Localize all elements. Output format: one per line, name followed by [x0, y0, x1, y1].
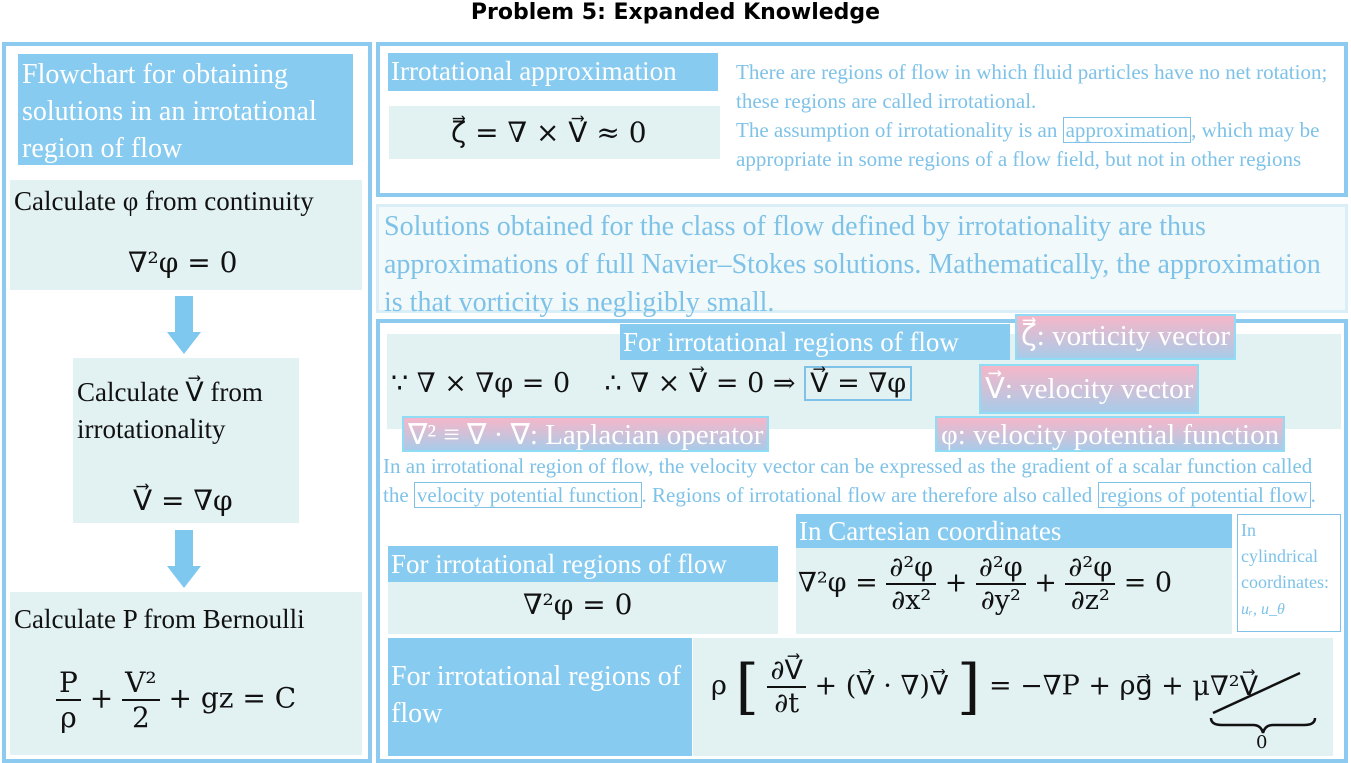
cylindrical-note-box [1237, 514, 1341, 632]
step-irrotationality-equation: V⃗ = ∇φ [133, 484, 233, 517]
denominator: ρ [60, 701, 77, 734]
irrotational-description [736, 58, 1342, 194]
fraction-p-rho [56, 666, 81, 734]
potential-flow-text-1: In an irrotational region of flow, the velocity vector can be expressed as the gradient of a scalar function called the [383, 454, 1313, 507]
arrow-down-1 [167, 296, 201, 356]
irrotational-regions-header-3: For irrotational regions of flow [388, 638, 692, 756]
potential-flow-text-2: . Regions of irrotational flow are therefore also called [641, 483, 1093, 507]
approximation-text-after: , which may be appropriate in some regions of a flow field, but not in other regions [736, 118, 1320, 171]
potential-flow-description [383, 452, 1338, 510]
arrow-shaft [175, 530, 193, 568]
flowchart-header: Flowchart for obtaining solutions in an irrotational region of flow [18, 54, 353, 165]
second-derivative-x [886, 552, 936, 616]
numerator: P [56, 666, 81, 701]
laplacian-operator-label: ∇² ≡ ∇ · ∇: Laplacian operator [402, 416, 769, 452]
denominator: ∂y² [980, 585, 1021, 616]
cylindrical-variables: uᵣ, u_θ [1241, 601, 1285, 618]
arrow-shaft [175, 296, 193, 334]
convective-term: + (V⃗ · ∇)V⃗ [814, 670, 949, 702]
irrotational-approximation-header: Irrotational approximation [388, 53, 718, 91]
plus-sign: + [89, 681, 114, 715]
second-derivative-y [976, 552, 1026, 616]
cartesian-header: In Cartesian coordinates [796, 514, 1232, 548]
navier-stokes-rhs: = −∇P + ρg⃗ + [988, 670, 1184, 702]
vorticity-equation-box [389, 106, 720, 159]
cartesian-rhs: = 0 [1123, 567, 1173, 599]
step-continuity-equation: ∇²φ = 0 [128, 246, 238, 279]
step-bernoulli [10, 592, 362, 755]
velocity-potential-term: velocity potential function [414, 482, 642, 508]
velocity-vector-label: V⃗: velocity vector [979, 364, 1199, 414]
numerator: ∂²φ [976, 552, 1026, 585]
approximation-term: approximation [1063, 117, 1191, 143]
derivation-equation [391, 368, 912, 399]
numerator: ∂V⃗ [767, 655, 805, 688]
denominator: ∂z² [1070, 585, 1110, 616]
second-derivative-z [1065, 552, 1115, 616]
derivation-chain: ∵ ∇ × ∇φ = 0 ∴ ∇ × V⃗ = 0 ⇒ [391, 368, 796, 399]
denominator: 2 [131, 701, 150, 734]
cylindrical-note: In cylindrical coordinates: [1241, 520, 1329, 592]
irrotational-regions-header-2: For irrotational regions of flow [388, 546, 778, 582]
arrow-head [167, 566, 201, 588]
plus-sign: + [1034, 567, 1057, 599]
bracket-right: ] [956, 652, 981, 722]
numerator: ∂²φ [886, 552, 936, 585]
gradient-relation-box: V⃗ = ∇φ [804, 366, 912, 401]
denominator: ∂x² [891, 585, 932, 616]
cartesian-lhs: ∇²φ = [798, 567, 878, 599]
viscous-term-zero: 0 [1256, 732, 1268, 753]
irrotational-regions-header-1: For irrotational regions of flow [620, 324, 1010, 360]
density-symbol: ρ [711, 670, 727, 702]
navier-stokes-equation-box [693, 638, 1333, 756]
step-bernoulli-label: Calculate P from Bernoulli [14, 604, 305, 634]
numerator: ∂²φ [1065, 552, 1115, 585]
laplace-equation: ∇²φ = 0 [523, 588, 633, 621]
velocity-potential-label: φ: velocity potential function [935, 416, 1285, 452]
page-title: Problem 5: Expanded Knowledge [470, 0, 881, 25]
vorticity-equation: ζ⃗ = ∇ × V⃗ ≈ 0 [451, 116, 647, 149]
arrow-head [167, 332, 201, 354]
irrotational-definition: There are regions of flow in which fluid particles have no net rotation; these regions are called irrotational. [736, 60, 1328, 113]
potential-flow-text-3: . [1310, 483, 1316, 507]
step-irrotationality [73, 358, 299, 523]
step-continuity [10, 180, 362, 290]
step-continuity-label: Calculate φ from continuity [14, 186, 314, 216]
numerator: V² [122, 666, 159, 701]
bracket-left: [ [735, 652, 759, 722]
bernoulli-equation [56, 666, 296, 734]
viscous-term-strike [1208, 668, 1308, 718]
viscous-term: μ∇²V⃗ [1192, 670, 1259, 702]
time-derivative [767, 655, 805, 719]
bernoulli-rest: + gz = C [168, 681, 297, 715]
navier-stokes-note-text: Solutions obtained for the class of flow defined by irrotationality are thus approximations of full Navier–Stokes solutions. Mathematically, the approximation is that vorticity is negligibly small. [384, 211, 1321, 318]
arrow-down-2 [167, 530, 201, 590]
step-irrotationality-label: Calculate V⃗ from irrotationality [77, 377, 263, 444]
vorticity-vector-label: ζ⃗: vorticity vector [1015, 314, 1236, 360]
cartesian-laplace-equation [798, 552, 1172, 616]
navier-stokes-equation [711, 652, 1258, 722]
plus-sign: + [944, 567, 968, 599]
underbrace-path [1211, 718, 1315, 733]
fraction-v2-2 [122, 666, 159, 734]
approximation-text-before: The assumption of irrotationality is an [736, 118, 1058, 142]
potential-flow-term: regions of potential flow [1098, 482, 1311, 508]
denominator: ∂t [774, 688, 800, 719]
strike-line [1213, 673, 1300, 713]
navier-stokes-note [376, 204, 1348, 318]
